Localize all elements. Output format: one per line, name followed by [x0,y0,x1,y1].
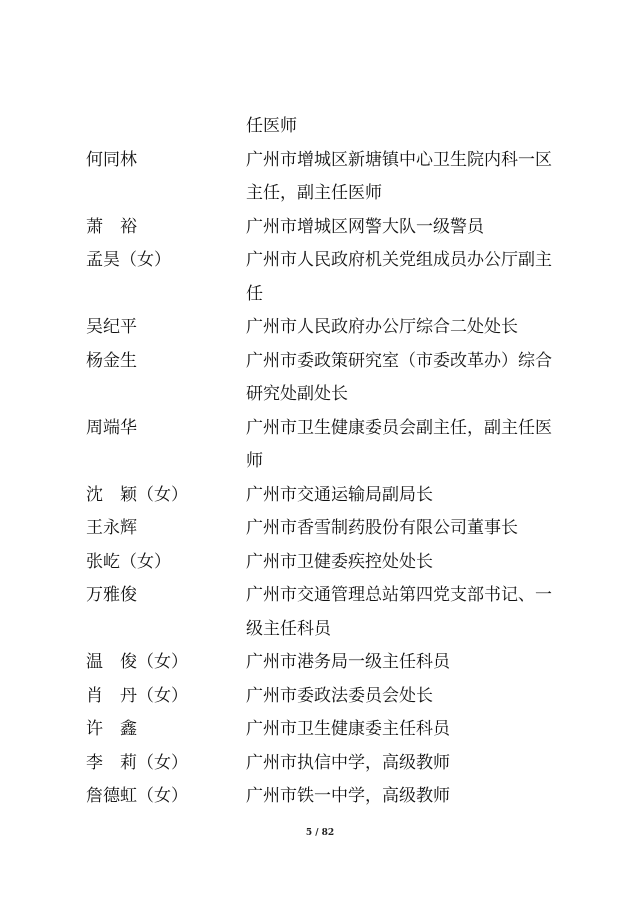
member-description-line: 主任，副主任医师 [246,183,382,203]
member-description-line: 广州市卫生健康委主任科员 [246,719,450,739]
member-name: 詹德虹（女） [86,786,188,806]
member-name: 周端华 [86,417,137,438]
member-description-line: 广州市委政策研究室（市委改革办）综合 [246,350,552,371]
member-description-line: 广州市委政法委员会处长 [246,685,433,706]
member-description-line: 广州市交通运输局副局长 [246,484,433,505]
member-name: 何同林 [86,149,137,170]
member-description-line: 广州市铁一中学，高级教师 [246,786,450,806]
member-name: 孟昊（女） [86,250,171,270]
member-name: 李 莉（女） [86,752,188,773]
member-description-line: 研究处副处长 [246,384,348,404]
member-name: 萧 裕 [86,216,137,237]
member-description-line: 广州市增城区网警大队一级警员 [246,216,484,237]
member-name: 万雅俊 [86,585,137,605]
member-description-line: 级主任科员 [246,618,331,639]
member-name: 沈 颖（女） [86,484,188,505]
member-name: 王永辉 [86,518,137,538]
member-description-line: 任 [246,283,263,304]
member-name: 张屹（女） [86,551,171,572]
member-name: 吴纪平 [86,317,137,337]
member-description-line: 广州市交通管理总站第四党支部书记、一 [246,585,552,605]
page-number: 5 / 82 [305,828,335,838]
member-name: 许 鑫 [86,719,137,739]
member-description-line: 广州市香雪制药股份有限公司董事长 [246,518,518,538]
member-description-line: 广州市卫健委疾控处处长 [246,551,433,572]
member-description-line: 广州市港务局一级主任科员 [246,652,450,672]
member-name: 温 俊（女） [86,652,188,672]
member-description-line: 任医师 [246,116,297,136]
member-description-line: 广州市人民政府办公厅综合二处处长 [246,317,518,337]
member-description-line: 广州市执信中学，高级教师 [246,752,450,773]
member-name: 肖 丹（女） [86,685,188,706]
member-description-line: 广州市卫生健康委员会副主任，副主任医 [246,417,552,438]
member-description-line: 师 [246,451,263,471]
member-description-line: 广州市人民政府机关党组成员办公厅副主 [246,250,552,270]
member-name: 杨金生 [86,350,137,371]
member-description-line: 广州市增城区新塘镇中心卫生院内科一区 [246,149,552,170]
